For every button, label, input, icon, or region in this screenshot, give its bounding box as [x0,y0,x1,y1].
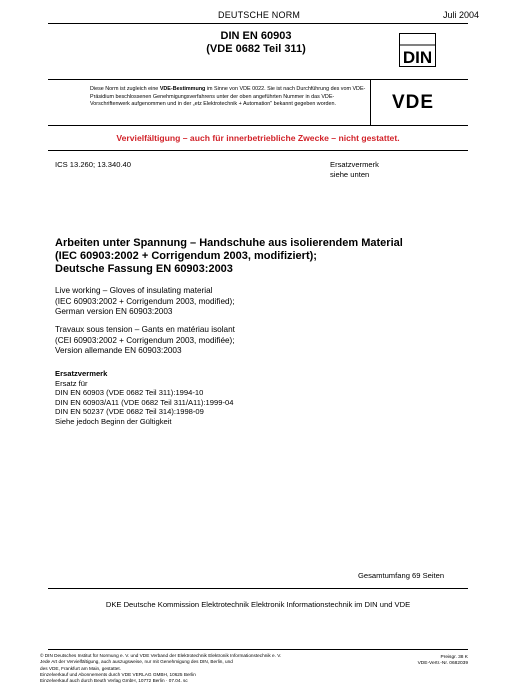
section-rule-4 [48,588,468,589]
replacement-line: DIN EN 50237 (VDE 0682 Teil 314):1998-09 [55,407,204,417]
title-german: Arbeiten unter Spannung – Handschuhe aus isolierendem Material (IEC 60903:2002 + Corrigendum 2003, modifiziert); Deutsche Fassung EN 60903:2003 [55,237,403,275]
replacement-line: DIN EN 60903 (VDE 0682 Teil 311):1994-10 [55,388,204,398]
document-number-line2: (VDE 0682 Teil 311) [206,43,306,55]
footer-line: Jede Art der Vervielfältigung, auch auszugsweise, nur mit Genehmigung des DIN, Berlin, und [40,659,233,665]
ersatzvermerk-note: Ersatzvermerk siehe unten [330,160,379,179]
replacement-line: Ersatz für [55,378,88,388]
title-english: Live working – Gloves of insulating material (IEC 60903:2002 + Corrigendum 2003, modified); German version EN 60903:2003 [55,286,235,317]
section-rule-3 [48,150,468,151]
footer-line: des VDE, Frankfurt am Main, gestattet. [40,665,122,671]
vde-notice: Diese Norm ist zugleich eine VDE-Bestimmung im Sinne von VDE 0022. Sie ist nach Durchführung des vom VDE-Präsidium beschlossenen Genehmigungsverfahrens unter der oben angeführten Nummer in das VDE-Vorschriftenwerk aufgenommen und in der „etz Elektrotechnik + Automation" bekannt gegeben worden. [90,86,366,108]
footer-line: Einzelverkauf auch durch Beuth Verlag GmbH, 10772 Berlin · 07.04. sc [40,678,188,684]
publication-date: Juli 2004 [443,10,480,20]
footer-rule [48,649,468,650]
dke-line: DKE Deutsche Kommission Elektrotechnik Elektronik Informationstechnik im DIN und VDE [105,600,411,609]
footer-line: Einzelverkauf und Abonnements durch VDE VERLAG GMBH, 10625 Berlin [40,671,196,677]
vde-logo-text: VDE [391,92,435,111]
header-rule [48,23,468,24]
vde-bestimmung-text: VDE-Bestimmung [159,86,206,92]
notice-divider [370,79,371,125]
title-french: Travaux sous tension – Gants en matériau isolant (CEI 60903:2002 + Corrigendum 2003, modifiée); Version allemande EN 60903:2003 [55,325,235,356]
price-info [400,655,468,668]
replacement-heading: Ersatzvermerk [55,369,108,378]
vde-order-number: VDE-Vertr.-Nr. 0682039 [417,661,468,667]
section-rule-2 [48,125,468,126]
footer-line: © DIN Deutsches Institut für Normung e. V. und VDE Verband der Elektrotechnik Elektronik Informationstechnik e. V. [40,653,282,658]
document-number-line1: DIN EN 60903 [220,30,292,42]
replacement-notice [55,369,355,427]
ics-codes: ICS 13.260; 13.340.40 [55,160,131,169]
din-logo [399,33,436,67]
replacement-line: DIN EN 60903/A11 (VDE 0682 Teil 311/A11):1999-04 [55,397,234,407]
reproduction-warning: Vervielfältigung – auch für innerbetriebliche Zwecke – nicht gestattet. [116,133,400,143]
document-number [176,30,336,56]
price-group: Preisgr. 38 K [440,655,468,660]
standard-type-label: DEUTSCHE NORM [218,10,301,20]
vde-logo [383,91,443,111]
replacement-line: Siehe jedoch Beginn der Gültigkeit [55,416,172,426]
copyright-footer [40,653,390,684]
section-rule-1 [48,79,468,80]
total-pages: Gesamtumfang 69 Seiten [358,571,445,580]
din-logo-text: DIN [402,48,433,67]
